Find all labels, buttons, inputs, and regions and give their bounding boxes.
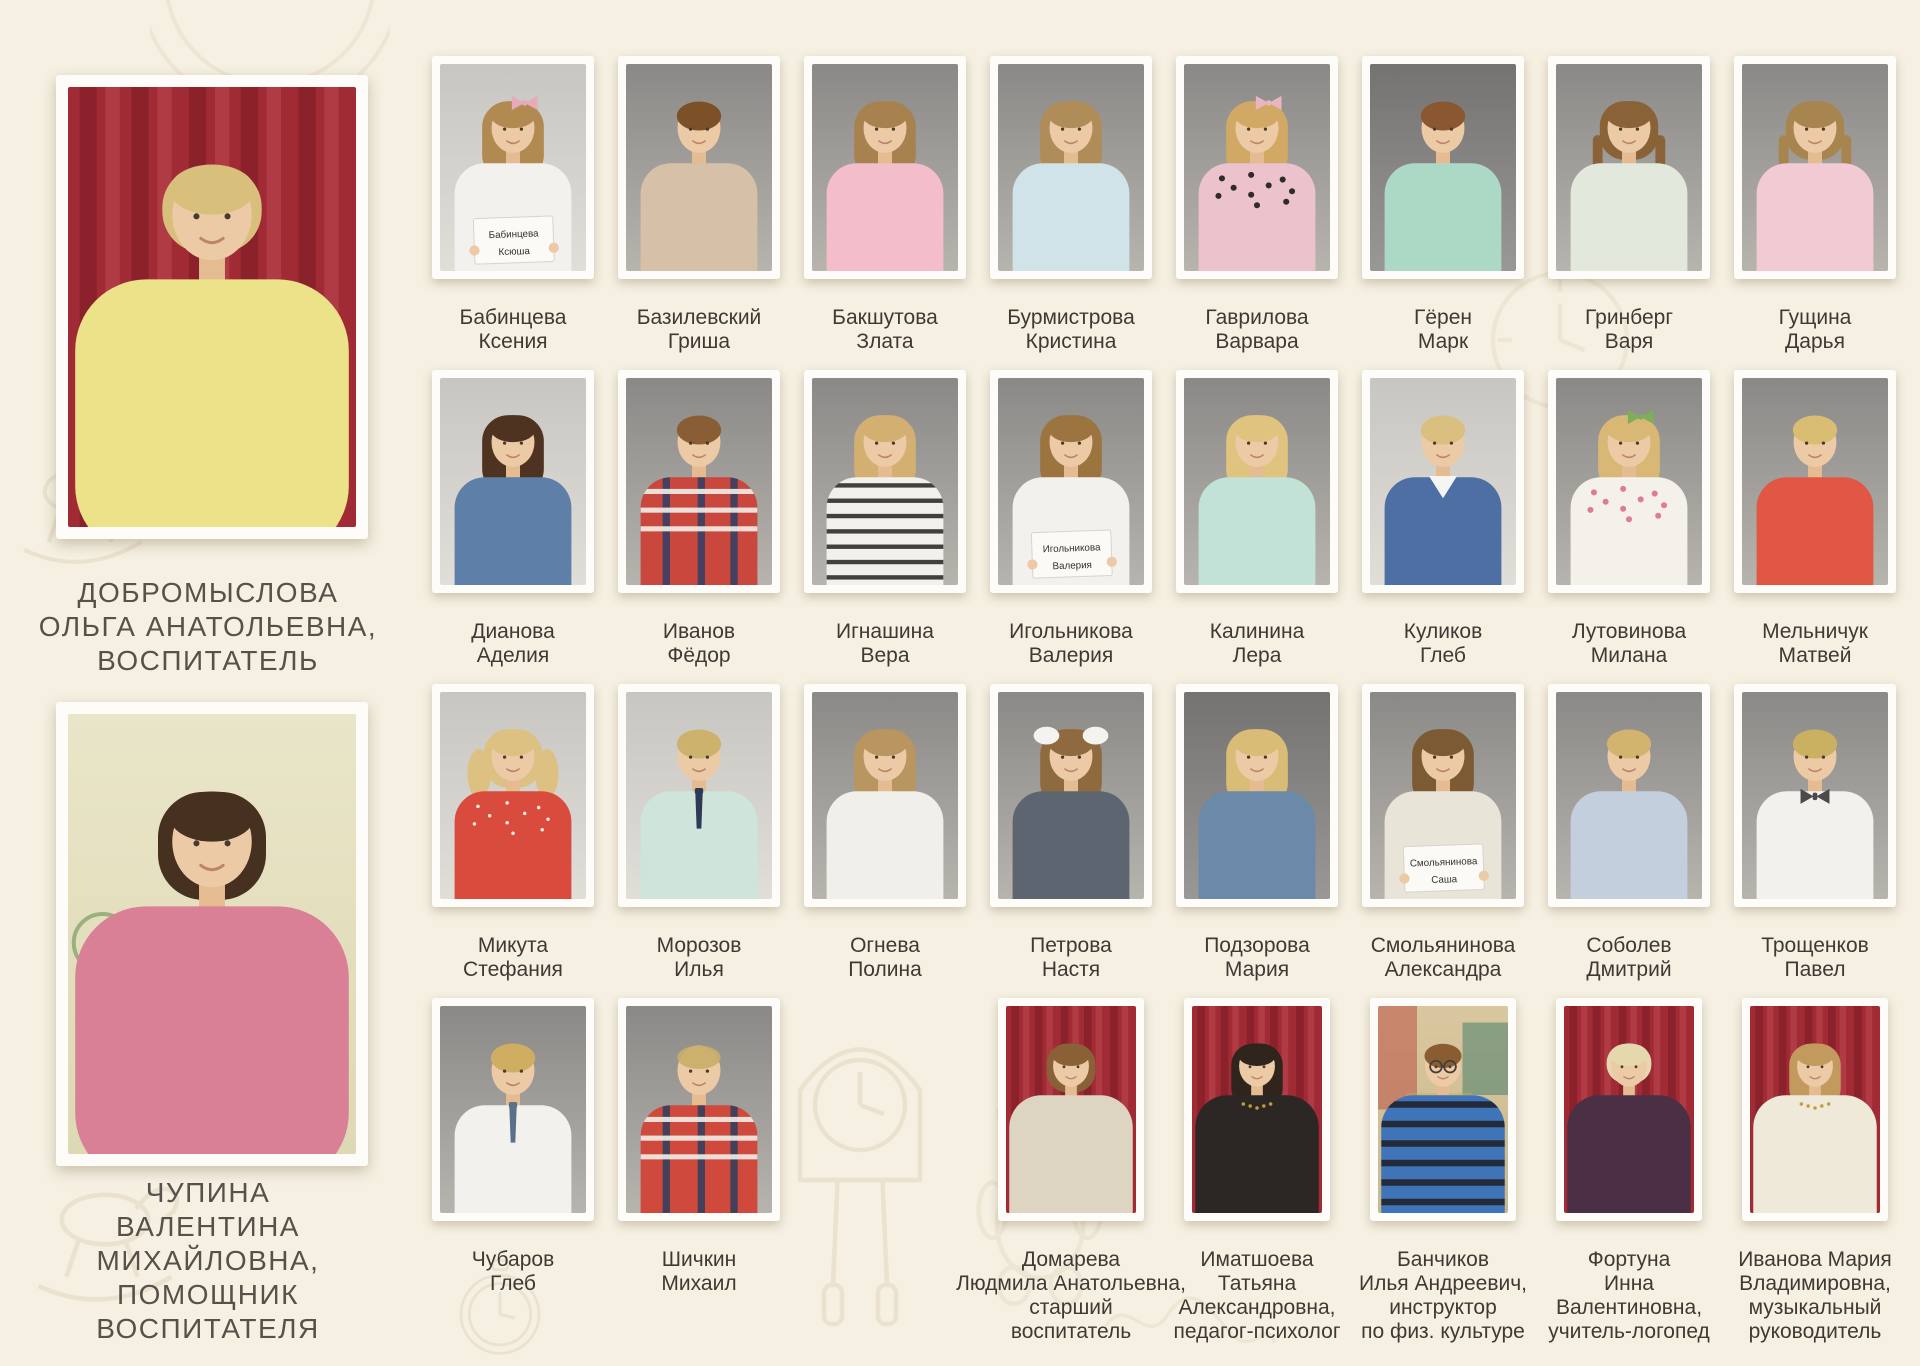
photo-card xyxy=(956,998,1186,1343)
portrait-photo xyxy=(1742,692,1888,899)
photo-frame xyxy=(1734,684,1896,907)
teacher-photo-frame xyxy=(56,75,368,539)
caption-line: Банчиков xyxy=(1397,1248,1489,1271)
caption-line: Соболев xyxy=(1586,934,1672,957)
caption-line: Милана xyxy=(1590,644,1668,667)
photo-card xyxy=(1548,998,1710,1343)
caption-line: Мельничук xyxy=(1762,620,1868,643)
photo-frame xyxy=(1742,998,1888,1221)
photo-card xyxy=(1734,998,1896,1343)
photo-card xyxy=(1734,684,1896,998)
caption-line: Бабинцева xyxy=(459,306,567,329)
photo-frame xyxy=(618,370,780,593)
photo-frame xyxy=(1184,998,1330,1221)
caption-line: Иванов xyxy=(662,620,736,643)
caption-line: Фортуна xyxy=(1587,1248,1671,1271)
caption-line: Иванова Мария xyxy=(1738,1248,1892,1271)
photo-card xyxy=(1362,56,1524,370)
photo-card xyxy=(432,370,594,684)
caption-line: Гущина xyxy=(1778,306,1852,329)
portrait-photo xyxy=(1556,692,1702,899)
photo-card xyxy=(1548,370,1710,684)
photo-frame xyxy=(1176,56,1338,279)
caption-line: воспитатель xyxy=(1010,1320,1132,1343)
caption-line: руководитель xyxy=(1748,1320,1882,1343)
photo-card xyxy=(1548,56,1710,370)
portrait-photo xyxy=(440,1006,586,1213)
photo-caption xyxy=(1699,306,1920,354)
portrait-photo xyxy=(626,64,772,271)
photo-card xyxy=(1362,370,1524,684)
photo-frame xyxy=(990,370,1152,593)
caption-line: инструктор xyxy=(1389,1296,1497,1319)
caption-line: Глеб xyxy=(490,1272,536,1295)
photo-card xyxy=(1734,370,1896,684)
photo-frame xyxy=(1176,684,1338,907)
photo-card xyxy=(432,998,594,1312)
caption-line: Злата xyxy=(856,330,914,353)
caption-line: Морозов xyxy=(656,934,742,957)
svg-text:Саша: Саша xyxy=(1431,874,1458,887)
photo-card xyxy=(1176,370,1338,684)
caption-line: Варвара xyxy=(1215,330,1299,353)
portrait-photo xyxy=(1564,1006,1694,1213)
caption-line: Дмитрий xyxy=(1586,958,1672,981)
caption-line: Трощенков xyxy=(1761,934,1869,957)
svg-text:Ксюша: Ксюша xyxy=(498,246,531,259)
caption-line: Валерия xyxy=(1028,644,1114,667)
caption-line: ВАЛЕНТИНА xyxy=(116,1211,300,1242)
portrait-photo xyxy=(1192,1006,1322,1213)
caption-line: ПОМОЩНИК xyxy=(117,1279,299,1310)
portrait-photo xyxy=(440,64,586,271)
caption-line: Игольникова xyxy=(1009,620,1133,643)
portrait-photo xyxy=(1370,692,1516,899)
caption-line: Вера xyxy=(860,644,910,667)
portrait-photo xyxy=(1556,64,1702,271)
portrait-photo xyxy=(1370,378,1516,585)
photo-frame xyxy=(618,56,780,279)
caption-line: Фёдор xyxy=(667,644,731,667)
children-grid xyxy=(432,56,1896,1343)
photo-frame xyxy=(1362,370,1524,593)
portrait-photo xyxy=(1556,378,1702,585)
photo-card xyxy=(618,370,780,684)
caption-line: Глеб xyxy=(1420,644,1466,667)
portrait-photo xyxy=(998,692,1144,899)
portrait-photo xyxy=(440,692,586,899)
svg-text:Смольянинова: Смольянинова xyxy=(1409,856,1478,870)
photo-caption xyxy=(1699,1248,1920,1344)
caption-line: Лутовинова xyxy=(1571,620,1687,643)
caption-line: старший xyxy=(1029,1296,1113,1319)
photo-card xyxy=(432,56,594,370)
caption-line: Гриша xyxy=(667,330,731,353)
svg-text:Бабинцева: Бабинцева xyxy=(488,228,539,242)
caption-line: Шичкин xyxy=(661,1248,737,1271)
caption-line: Настя xyxy=(1041,958,1101,981)
caption-line: Огнева xyxy=(850,934,920,957)
caption-line: Стефания xyxy=(463,958,563,981)
teacher-portrait-photo xyxy=(68,714,356,1154)
caption-line: Илья Андреевич, xyxy=(1358,1272,1528,1295)
empty-cell xyxy=(804,998,966,1312)
caption-line: Марк xyxy=(1417,330,1469,353)
photo-frame xyxy=(1734,370,1896,593)
photo-caption xyxy=(1699,934,1920,982)
photo-card xyxy=(1173,998,1341,1343)
photo-frame xyxy=(1548,56,1710,279)
portrait-photo xyxy=(812,64,958,271)
photo-card xyxy=(804,56,966,370)
caption-line: ДОБРОМЫСЛОВА xyxy=(77,577,339,608)
photo-frame xyxy=(1556,998,1702,1221)
portrait-photo xyxy=(812,378,958,585)
caption-line: Подзорова xyxy=(1204,934,1310,957)
caption-line: Илья xyxy=(674,958,724,981)
photo-card xyxy=(804,684,966,998)
caption-line: Аделия xyxy=(476,644,550,667)
teacher-portrait-photo xyxy=(68,87,356,527)
caption-line: Смольянинова xyxy=(1370,934,1516,957)
caption-line: Дарья xyxy=(1785,330,1845,353)
photo-frame xyxy=(618,998,780,1221)
portrait-photo xyxy=(998,64,1144,271)
caption-line: Игнашина xyxy=(836,620,934,643)
portrait-photo xyxy=(1370,64,1516,271)
portrait-photo xyxy=(1184,64,1330,271)
teacher-photo-frame xyxy=(56,702,368,1166)
photo-card xyxy=(618,56,780,370)
teacher-caption xyxy=(16,1176,400,1346)
caption-line: ЧУПИНА xyxy=(145,1177,271,1208)
photo-frame xyxy=(618,684,780,907)
caption-line: Иматшоева xyxy=(1200,1248,1314,1271)
caption-line: педагог-психолог xyxy=(1173,1320,1341,1343)
caption-line: Лера xyxy=(1232,644,1282,667)
photo-card xyxy=(432,684,594,998)
photo-card xyxy=(990,684,1152,998)
photo-frame xyxy=(1370,998,1516,1221)
photo-card xyxy=(1548,684,1710,998)
photo-frame xyxy=(1548,684,1710,907)
photo-frame xyxy=(432,684,594,907)
caption-line: Александровна, xyxy=(1178,1296,1336,1319)
caption-line: по физ. культуре xyxy=(1361,1320,1525,1343)
photo-frame xyxy=(990,684,1152,907)
caption-line: Гринберг xyxy=(1584,306,1673,329)
caption-line: Гаврилова xyxy=(1205,306,1309,329)
caption-line: учитель-логопед xyxy=(1548,1320,1710,1343)
portrait-photo xyxy=(1006,1006,1136,1213)
portrait-photo xyxy=(998,378,1144,585)
photo-frame xyxy=(432,370,594,593)
svg-text:Валерия: Валерия xyxy=(1052,559,1093,573)
caption-line: Калинина xyxy=(1209,620,1305,643)
portrait-photo xyxy=(626,692,772,899)
portrait-photo xyxy=(1742,378,1888,585)
photo-caption xyxy=(583,1248,815,1296)
portrait-photo xyxy=(440,378,586,585)
photo-card xyxy=(990,370,1152,684)
caption-line: Людмила Анатольевна, xyxy=(956,1272,1186,1295)
caption-line: ВОСПИТАТЕЛЬ xyxy=(97,645,319,676)
photo-frame xyxy=(1362,684,1524,907)
caption-line: Валентиновна, xyxy=(1555,1296,1703,1319)
photo-frame xyxy=(998,998,1144,1221)
portrait-photo xyxy=(626,1006,772,1213)
photo-card xyxy=(804,370,966,684)
caption-line: Ксения xyxy=(478,330,548,353)
photo-card xyxy=(990,56,1152,370)
photo-frame xyxy=(1548,370,1710,593)
caption-line: Кристина xyxy=(1025,330,1117,353)
caption-line: Дианова xyxy=(471,620,555,643)
photo-frame xyxy=(804,56,966,279)
photo-frame xyxy=(1176,370,1338,593)
portrait-photo xyxy=(812,692,958,899)
portrait-photo xyxy=(1742,64,1888,271)
photo-frame xyxy=(432,998,594,1221)
caption-line: Павел xyxy=(1784,958,1846,981)
caption-line: Петрова xyxy=(1030,934,1112,957)
portrait-photo xyxy=(1750,1006,1880,1213)
caption-line: Александра xyxy=(1384,958,1502,981)
photo-caption xyxy=(1699,620,1920,668)
caption-line: Бурмистрова xyxy=(1007,306,1135,329)
caption-line: Владимировна, xyxy=(1739,1272,1891,1295)
photo-frame xyxy=(804,684,966,907)
caption-line: Домарева xyxy=(1021,1248,1121,1271)
photo-card xyxy=(1734,56,1896,370)
svg-text:Игольникова: Игольникова xyxy=(1042,542,1101,556)
caption-line: ВОСПИТАТЕЛЯ xyxy=(96,1313,320,1344)
caption-line: Чубаров xyxy=(471,1248,555,1271)
caption-line: Татьяна xyxy=(1217,1272,1297,1295)
caption-line: Полина xyxy=(848,958,922,981)
photo-card xyxy=(618,998,780,1312)
photo-card xyxy=(1176,684,1338,998)
caption-line: Мария xyxy=(1224,958,1290,981)
portrait-photo xyxy=(1378,1006,1508,1213)
caption-line: Михаил xyxy=(661,1272,737,1295)
caption-line: Варя xyxy=(1604,330,1654,353)
photo-card xyxy=(618,684,780,998)
caption-line: Бакшутова xyxy=(832,306,938,329)
caption-line: Гёрен xyxy=(1413,306,1472,329)
photo-card xyxy=(1358,998,1528,1343)
caption-line: Куликов xyxy=(1403,620,1483,643)
caption-line: Матвей xyxy=(1778,644,1852,667)
photo-frame xyxy=(1362,56,1524,279)
caption-line: музыкальный xyxy=(1748,1296,1882,1319)
caption-line: Микута xyxy=(477,934,549,957)
caption-line: Базилевский xyxy=(636,306,762,329)
portrait-photo xyxy=(1184,378,1330,585)
photo-frame xyxy=(804,370,966,593)
caption-line: МИХАЙЛОВНА, xyxy=(96,1245,320,1276)
photo-frame xyxy=(1734,56,1896,279)
photo-card xyxy=(1362,684,1524,998)
teacher-caption xyxy=(16,576,400,678)
photo-frame xyxy=(432,56,594,279)
portrait-photo xyxy=(1184,692,1330,899)
caption-line: ОЛЬГА АНАТОЛЬЕВНА, xyxy=(38,611,378,642)
portrait-photo xyxy=(626,378,772,585)
photo-frame xyxy=(990,56,1152,279)
photo-card xyxy=(1176,56,1338,370)
caption-line: Инна xyxy=(1604,1272,1654,1295)
